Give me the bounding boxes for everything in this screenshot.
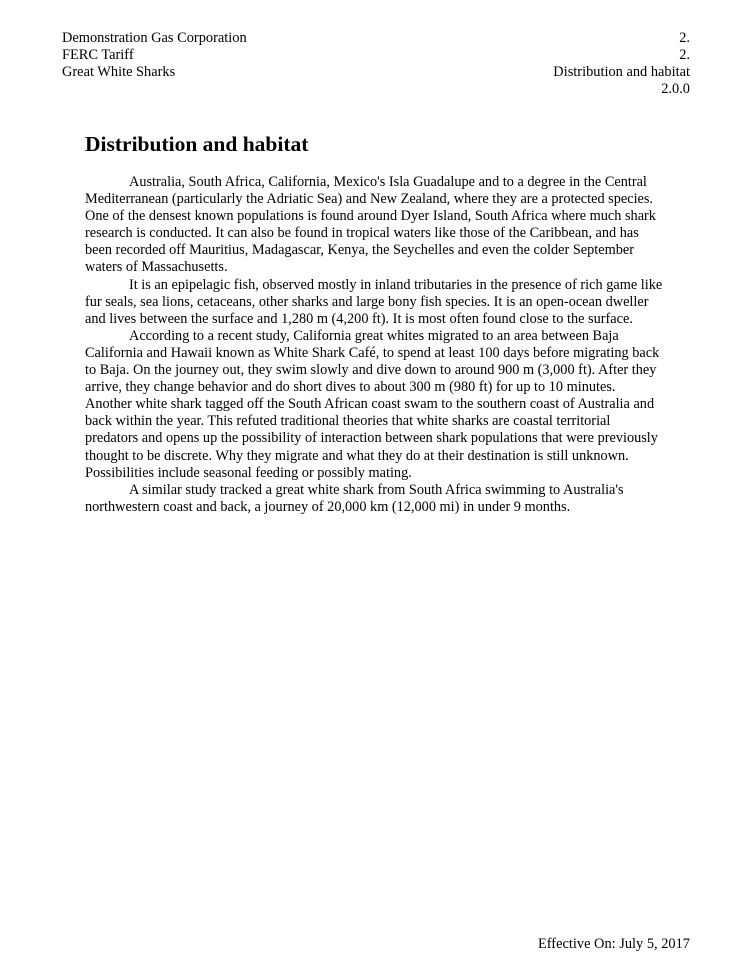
subject-name: Great White Sharks [62,64,176,80]
body-paragraph: According to a recent study, California great whites migrated to an area between Baja California and Hawaii known as White Shark Café, to spend at least 100 days before migrating back to Baja. On the journey out, they swim slowly and dive down to around 900 m (3,000 ft). After they arrive, they change behavior and do short dives to about 300 m (980 ft) for up to 10 minutes. Another white shark tagged off the South African coast swam to the southern coast of Australia and back within the year. This refuted traditional theories that white sharks are coastal territorial predators and opens up the possibility of interaction between shark populations that were previously thought to be discrete. Why they migrate and what they do at their destination is still unknown. Possibilities include seasonal feeding or possibly mating. [85,327,660,481]
document-body [85,174,665,516]
header-row-1 [62,30,690,47]
header-row-4 [62,81,690,98]
document-title: Distribution and habitat [85,132,309,156]
body-paragraph: It is an epipelagic fish, observed mostly in inland tributaries in the presence of rich game like fur seals, sea lions, cetaceans, other sharks and large bony fish species. It is an open-ocean dweller and lives between the surface and 1,280 m (4,200 ft). It is most often found close to the surface. [85,276,663,327]
header-row-2 [62,47,690,64]
part-number: 2. [679,30,690,46]
version-number: 2.0.0 [661,81,690,97]
body-paragraph: Australia, South Africa, California, Mexico's Isla Guadalupe and to a degree in the Central Mediterranean (particularly the Adriatic Sea) and New Zealand, where they are a protected species. One of the densest known populations is found around Dyer Island, South Africa where much shark research is conducted. It can also be found in tropical waters like those of the Caribbean, and has been recorded off Mauritius, Madagascar, Kenya, the Seychelles and even the colder September waters of Massachusetts. [85,174,656,276]
section-number: 2. [679,47,690,63]
page-header [62,30,690,98]
section-title: Distribution and habitat [553,64,690,80]
effective-date: Effective On: July 5, 2017 [537,936,690,952]
company-name: Demonstration Gas Corporation [62,30,247,46]
tariff-name: FERC Tariff [62,47,134,63]
body-paragraph: A similar study tracked a great white shark from South Africa swimming to Australia's northwestern coast and back, a journey of 20,000 km (12,000 mi) in under 9 months. [85,481,624,515]
header-row-3 [62,64,690,81]
